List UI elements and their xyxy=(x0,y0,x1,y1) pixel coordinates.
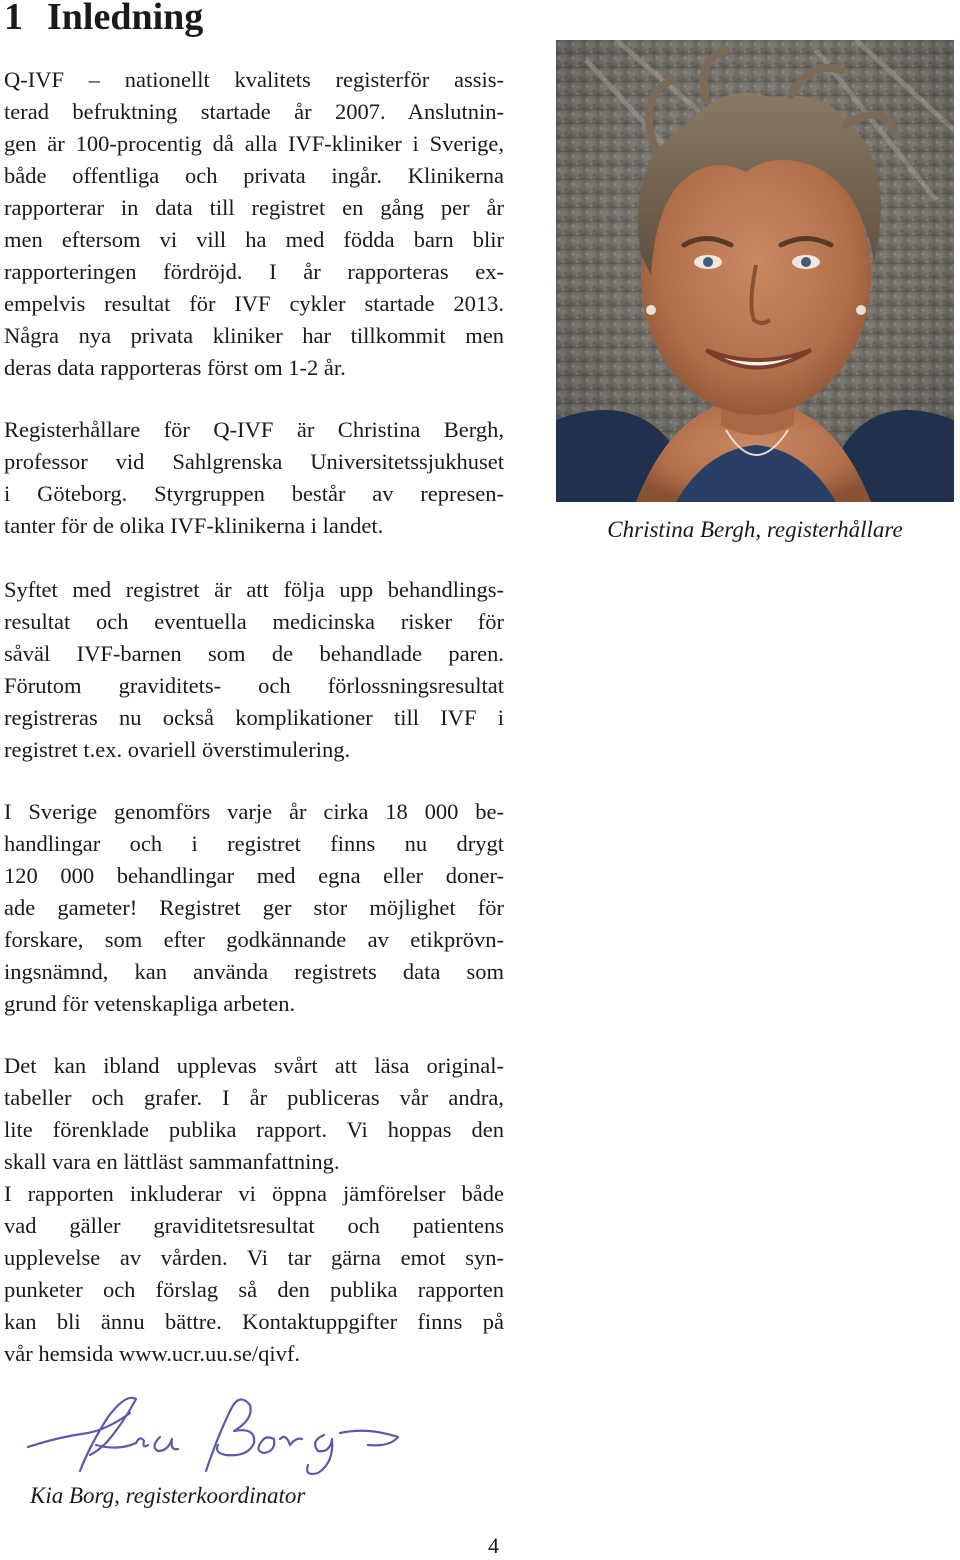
paragraph-statistics xyxy=(4,796,504,1020)
text-line: handlingar och i registret finns nu drygt xyxy=(4,831,504,856)
text-line: Det kan ibland upplevas svårt att läsa original- xyxy=(4,1053,504,1078)
text-line: Några nya privata kliniker har tillkommit men xyxy=(4,323,504,348)
text-line: Registerhållare för Q-IVF är Christina Bergh, xyxy=(4,417,504,442)
text-line: men eftersom vi vill ha med födda barn blir xyxy=(4,227,504,252)
text-line: grund för vetenskapliga arbeten. xyxy=(4,991,296,1016)
paragraph-public-report xyxy=(4,1050,504,1178)
section-title: Inledning xyxy=(47,0,204,38)
text-line: empelvis resultat för IVF cykler startade 2013. xyxy=(4,291,504,316)
signature-name: Kia Borg, registerkoordinator xyxy=(30,1483,306,1508)
text-line: Förutom graviditets- och förlossningsresultat xyxy=(4,673,504,698)
portrait-photo xyxy=(556,40,954,502)
section-number: 1 xyxy=(4,0,23,38)
text-line: registret t.ex. ovariell överstimulering. xyxy=(4,737,351,762)
signature-image xyxy=(18,1385,408,1477)
text-line: lite förenklade publika rapport. Vi hoppas den xyxy=(4,1117,504,1142)
text-line: tabeller och grafer. I år publiceras vår andra, xyxy=(4,1085,504,1110)
text-line: professor vid Sahlgrenska Universitetssjukhuset xyxy=(4,449,504,474)
page-number: 4 xyxy=(488,1533,499,1558)
text-line: 120 000 behandlingar med egna eller doner- xyxy=(4,863,504,888)
text-line: I Sverige genomförs varje år cirka 18 000 be- xyxy=(4,799,504,824)
text-line: skall vara en lättläst sammanfattning. xyxy=(4,1149,340,1174)
text-line: såväl IVF-barnen som de behandlade paren. xyxy=(4,641,504,666)
paragraph-comparisons xyxy=(4,1178,504,1370)
text-line: Syftet med registret är att följa upp behandlings- xyxy=(4,577,504,602)
text-line: tanter för de olika IVF-klinikerna i landet. xyxy=(4,513,384,538)
text-line: rapporterar in data till registret en gång per år xyxy=(4,195,504,220)
paragraph-registrar xyxy=(4,414,504,542)
text-line: I rapporten inkluderar vi öppna jämförelser både xyxy=(4,1181,504,1206)
text-line: upplevelse av vården. Vi tar gärna emot syn- xyxy=(4,1245,504,1270)
text-line: deras data rapporteras först om 1-2 år. xyxy=(4,355,346,380)
text-line: punketer och förslag så den publika rapporten xyxy=(4,1277,504,1302)
text-line: terad befruktning startade år 2007. Anslutnin- xyxy=(4,99,504,124)
text-line: vad gäller graviditetsresultat och patientens xyxy=(4,1213,504,1238)
paragraph-purpose xyxy=(4,574,504,766)
section-heading xyxy=(4,0,203,40)
text-line: både offentliga och privata ingår. Klinikerna xyxy=(4,163,504,188)
text-line: ade gameter! Registret ger stor möjlighet för xyxy=(4,895,504,920)
text-line: kan bli ännu bättre. Kontaktuppgifter finns på xyxy=(4,1309,504,1334)
photo-caption: Christina Bergh, registerhållare xyxy=(607,517,903,542)
text-line: forskare, som efter godkännande av etikprövn- xyxy=(4,927,504,952)
text-line: resultat och eventuella medicinska risker för xyxy=(4,609,504,634)
text-line: rapporteringen fördröjd. I år rapporteras ex- xyxy=(4,259,504,284)
text-line: gen är 100-procentig då alla IVF-kliniker i Sverige, xyxy=(4,131,504,156)
paragraph-intro xyxy=(4,64,504,384)
text-line: registreras nu också komplikationer till IVF i xyxy=(4,705,504,730)
text-line: i Göteborg. Styrgruppen består av represen- xyxy=(4,481,504,506)
text-line: ingsnämnd, kan använda registrets data som xyxy=(4,959,504,984)
text-line: Q-IVF – nationellt kvalitets registerför assis- xyxy=(4,67,504,92)
text-line: vår hemsida www.ucr.uu.se/qivf. xyxy=(4,1341,300,1366)
